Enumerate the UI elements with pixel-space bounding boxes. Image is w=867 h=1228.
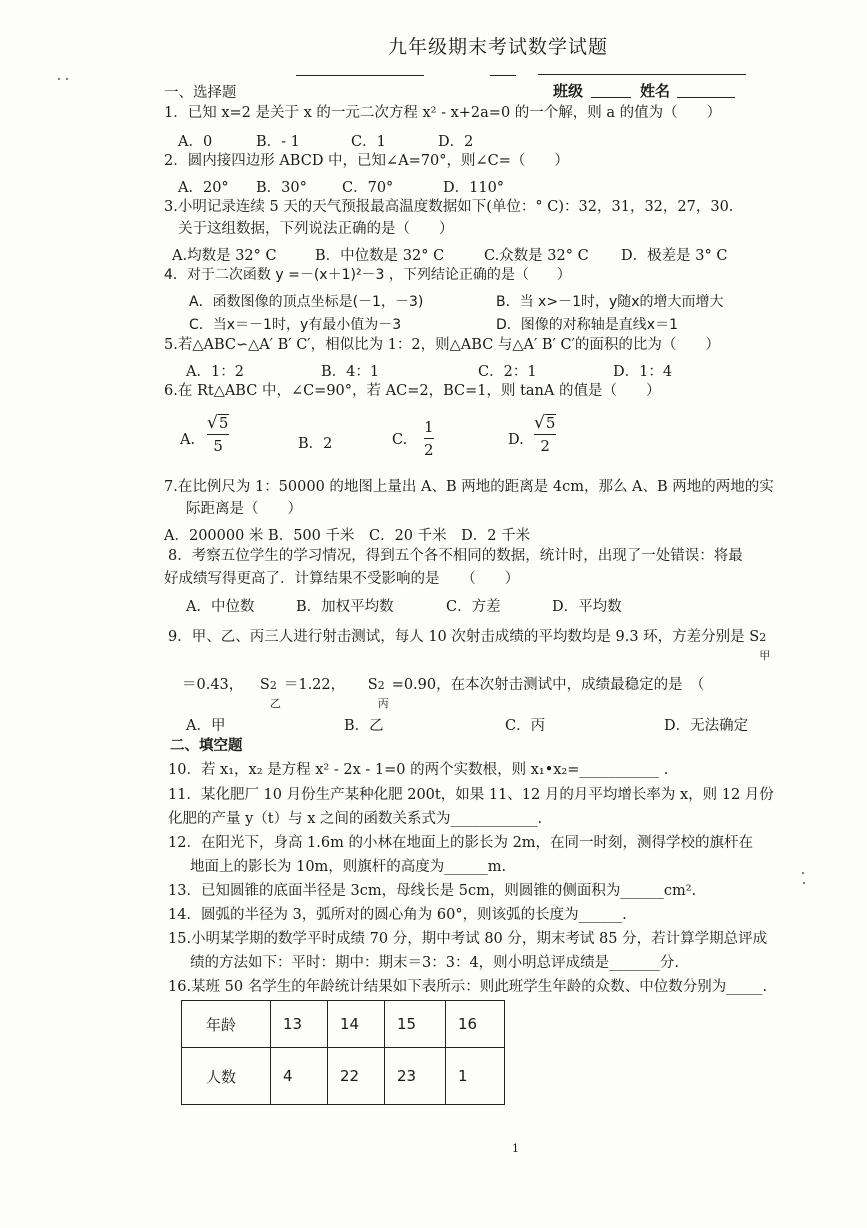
- q6-fraction-c: [424, 418, 434, 459]
- q6-option-b: B．2: [298, 436, 333, 452]
- q2-option-c: C．70°: [342, 180, 394, 196]
- superscript: 2: [269, 679, 277, 692]
- scan-speck: [802, 872, 804, 874]
- question-9-text: 9．甲、乙、丙三人进行射击测试，每人 10 次射击成绩的平均数均是 9.3 环，方差分别是 S: [168, 629, 760, 645]
- variance-symbol: S: [259, 677, 270, 693]
- table-header-cell: 人数: [182, 1048, 271, 1105]
- header-rule: [538, 74, 746, 75]
- question-4: 4．对于二次函数 y =－(x＋1)²－3 ，下列结论正确的是（ ）: [164, 267, 571, 283]
- header-rule: [296, 75, 424, 76]
- question-5: 5.若△ABC∽△A′ B′ C′，相似比为 1：2，则△ABC 与△A′ B′ C′的面积的比为（ ）: [164, 337, 720, 353]
- scan-speck: [803, 882, 805, 884]
- class-blank: [591, 97, 631, 98]
- question-15: 15.小明某学期的数学平时成绩 70 分，期中考试 80 分，期末考试 85 分，若计算学期总评成: [168, 931, 768, 947]
- q4-option-b: B．当 x>－1时，y随x的增大而增大: [496, 294, 724, 310]
- q3-option-d: D．极差是 3° C: [621, 248, 728, 264]
- q9-option-d: D．无法确定: [664, 718, 749, 734]
- fraction-numerator: 5: [218, 414, 229, 432]
- q8-option-c: C．方差: [446, 599, 501, 615]
- q6-fraction-d: [534, 414, 556, 455]
- q1-option-d: D．2: [438, 134, 474, 150]
- question-8-line-2: 好成绩写得更高了．计算结果不受影响的是 （ ）: [164, 571, 520, 587]
- q1-option-c: C．1: [351, 134, 386, 150]
- q4-option-c: C．当x＝－1时，y有最小值为－3: [189, 317, 402, 333]
- fraction-denominator: 2: [424, 441, 434, 459]
- q4-option-d: D．图像的对称轴是直线x＝1: [496, 317, 678, 333]
- sqrt-symbol: √: [207, 413, 218, 433]
- question-12-line-2: 地面上的影长为 10m，则旗杆的高度为______m.: [190, 859, 507, 875]
- question-15-line-2: 绩的方法如下：平时：期中：期末＝3：3：4，则小明总评成绩是_______分.: [190, 955, 680, 971]
- table-cell: 14: [328, 1001, 385, 1048]
- table-cell: 15: [385, 1001, 446, 1048]
- q2-option-d: D．110°: [443, 180, 505, 196]
- superscript: 2: [759, 631, 767, 644]
- q5-option-d: D．1：4: [613, 364, 673, 380]
- question-7-line-2: 际距离是（ ）: [186, 501, 302, 517]
- fraction-denominator: 2: [540, 437, 550, 455]
- name-label: 姓名: [640, 82, 671, 100]
- table-cell: 13: [271, 1001, 328, 1048]
- age-statistics-table: [181, 1000, 505, 1105]
- variance-symbol: S: [367, 677, 378, 693]
- q6-fraction-a: [207, 414, 229, 455]
- q3-option-c: C.众数是 32° C: [484, 248, 589, 264]
- table-header-cell: 年龄: [182, 1001, 271, 1048]
- q6-option-c: C.: [392, 432, 408, 448]
- table-cell: 16: [446, 1001, 505, 1048]
- q1-option-a: A．0: [178, 134, 213, 150]
- q8-option-b: B．加权平均数: [296, 599, 394, 615]
- q2-option-b: B．30°: [256, 180, 307, 196]
- fraction-numerator: 5: [545, 414, 556, 432]
- question-10: 10．若 x₁，x₂ 是方程 x² - 2x - 1=0 的两个实数根，则 x₁•x₂=___________ .: [168, 762, 669, 778]
- q4-option-a: A．函数图像的顶点坐标是(－1，－3): [189, 294, 424, 310]
- page-title: 九年级期末考试数学试题: [388, 36, 609, 58]
- table-row: [182, 1048, 505, 1105]
- q9-option-c: C．丙: [505, 718, 546, 734]
- q8-option-a: A．中位数: [186, 599, 255, 615]
- table-cell: 23: [385, 1048, 446, 1105]
- question-3-line-2: 关于这组数据，下列说法正确的是（ ）: [178, 221, 454, 237]
- subscript: 甲: [759, 649, 771, 662]
- fraction-denominator: 5: [213, 437, 223, 455]
- table-cell: 22: [328, 1048, 385, 1105]
- class-label: 班级: [553, 82, 584, 100]
- variance-a: ＝0.43，: [182, 677, 244, 693]
- question-14: 14．圆弧的半径为 3，弧所对的圆心角为 60°，则该弧的长度为______.: [168, 907, 627, 923]
- q9-option-b: B．乙: [344, 718, 384, 734]
- subscript: 丙: [377, 697, 389, 710]
- question-13: 13．已知圆锥的底面半径是 3cm，母线长是 5cm，则圆锥的侧面积为______cm².: [168, 883, 697, 899]
- variance-c: =0.90，在本次射击测试中，成绩最稳定的是 （: [391, 677, 705, 693]
- fraction-numerator: 1: [424, 418, 434, 436]
- q8-option-d: D．平均数: [552, 599, 622, 615]
- question-11: 11．某化肥厂 10 月份生产某种化肥 200t，如果 11、12 月的月平均增长率为 x，则 12 月份: [168, 787, 774, 803]
- q7-options: A．200000 米 B．500 千米 C．20 千米 D．2 千米: [164, 528, 531, 544]
- question-3: 3.小明记录连续 5 天的天气预报最高温度数据如下(单位：° C)：32，31，32，27，30.: [164, 199, 734, 215]
- q3-option-a: A.均数是 32° C: [172, 248, 277, 264]
- q6-option-a: A.: [180, 432, 196, 448]
- q5-option-b: B．4：1: [321, 364, 380, 380]
- q5-option-a: A．1：2: [186, 364, 244, 380]
- question-2: 2．圆内接四边形 ABCD 中，已知∠A=70°，则∠C=（ ）: [164, 153, 569, 169]
- table-cell: 1: [446, 1048, 505, 1105]
- question-8: 8．考察五位学生的学习情况，得到五个各不相同的数据，统计时，出现了一处错误：将最: [168, 548, 743, 564]
- scan-speck: [66, 78, 68, 80]
- question-16: 16.某班 50 名学生的年龄统计结果如下表所示：则此班学生年龄的众数、中位数分别为_____.: [168, 979, 768, 995]
- question-9-line-2: [182, 676, 705, 710]
- q3-option-b: B．中位数是 32° C: [315, 248, 445, 264]
- section-one-title: 一、选择题: [164, 85, 237, 101]
- q9-option-a: A．甲: [186, 718, 226, 734]
- page-number: 1: [512, 1142, 519, 1155]
- question-11-line-2: 化肥的产量 y（t）与 x 之间的函数关系式为____________.: [168, 811, 543, 827]
- q2-option-a: A．20°: [178, 180, 229, 196]
- superscript: 2: [377, 679, 385, 692]
- question-6: 6.在 Rt△ABC 中，∠C=90°，若 AC=2，BC=1，则 tanA 的值是（ ）: [164, 383, 661, 399]
- table-cell: 4: [271, 1048, 328, 1105]
- variance-b: ＝1.22，: [283, 677, 346, 693]
- section-two-title: 二、填空题: [170, 737, 243, 754]
- q6-option-d: D.: [508, 432, 524, 448]
- name-blank: [677, 97, 735, 98]
- table-row: [182, 1001, 505, 1048]
- q5-option-c: C．2：1: [478, 364, 537, 380]
- subscript: 乙: [269, 697, 281, 710]
- q1-option-b: B．- 1: [256, 134, 300, 150]
- question-12: 12．在阳光下，身高 1.6m 的小林在地面上的影长为 2m，在同一时刻，测得学校的旗杆在: [168, 835, 754, 851]
- question-1: 1．已知 x=2 是关于 x 的一元二次方程 x² - x+2a=0 的一个解，则 a 的值为（ ）: [164, 105, 722, 121]
- question-7: 7.在比例尺为 1：50000 的地图上量出 A、B 两地的距离是 4cm，那么 A、B 两地的两地的实: [164, 479, 774, 495]
- header-rule: [490, 75, 516, 76]
- sqrt-symbol: √: [534, 413, 545, 433]
- scan-speck: [58, 78, 60, 80]
- question-9: [168, 628, 779, 662]
